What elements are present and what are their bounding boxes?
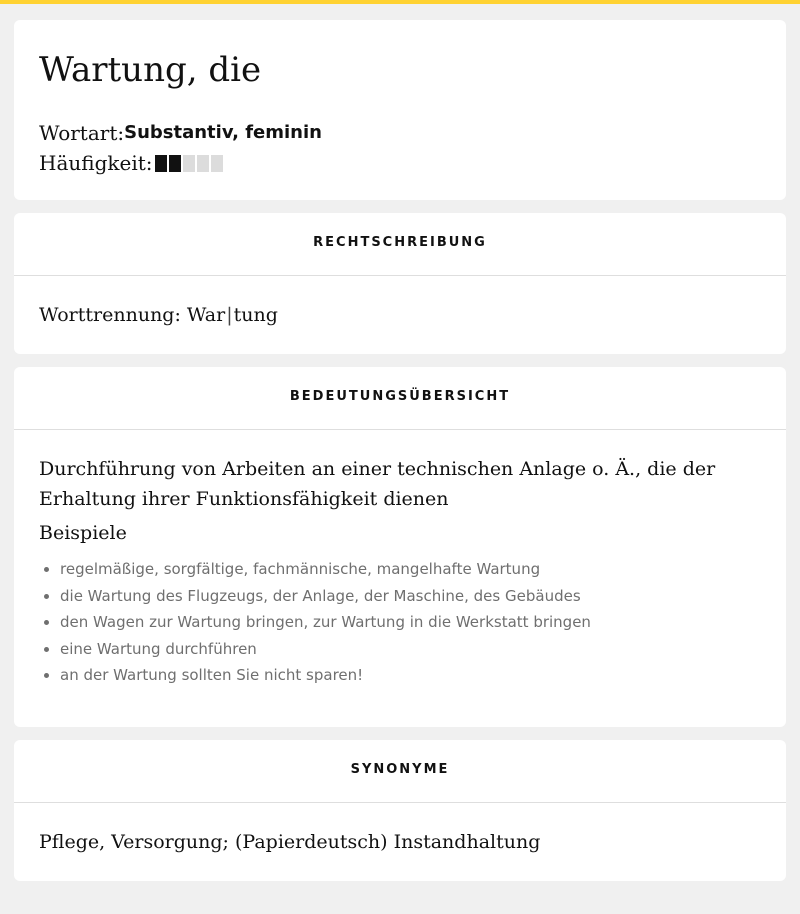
rechtschreibung-body xyxy=(14,276,786,354)
bedeutung-body xyxy=(14,430,786,727)
examples-list xyxy=(39,556,761,689)
bedeutung-section xyxy=(14,367,786,727)
worttrennung-label: Worttrennung: xyxy=(39,304,181,326)
syllable-1: War xyxy=(186,304,226,326)
wortart-row xyxy=(39,118,761,148)
rechtschreibung-title: RECHTSCHREIBUNG xyxy=(14,213,786,276)
frequency-segment xyxy=(197,155,209,172)
frequency-segment xyxy=(155,155,167,172)
synonyme-section xyxy=(14,740,786,881)
frequency-segment xyxy=(211,155,223,172)
frequency-indicator xyxy=(155,155,223,172)
syllable-2: tung xyxy=(233,304,278,326)
wortart-label: Wortart: xyxy=(39,121,125,145)
haeufigkeit-label: Häufigkeit: xyxy=(39,151,153,175)
meaning-text: Durchführung von Arbeiten an einer technischen Anlage o. Ä., die der Erhaltung ihrer Funktionsfähigkeit dienen xyxy=(39,458,716,510)
example-item: • eine Wartung durchführen xyxy=(60,636,761,663)
frequency-segment xyxy=(169,155,181,172)
synonyme-title: SYNONYME xyxy=(14,740,786,803)
synonyme-text: Pflege, Versorgung; (Papierdeutsch) Instandhaltung xyxy=(39,830,541,853)
frequency-segment xyxy=(183,155,195,172)
example-item: • den Wagen zur Wartung bringen, zur Wartung in die Werkstatt bringen xyxy=(60,609,761,636)
example-item: • an der Wartung sollten Sie nicht sparen! xyxy=(60,662,761,689)
syllable-separator: | xyxy=(226,304,233,326)
haeufigkeit-row xyxy=(39,148,761,178)
synonyme-body xyxy=(14,803,786,881)
entry-header-card xyxy=(14,20,786,200)
example-item: • regelmäßige, sorgfältige, fachmännische, mangelhafte Wartung xyxy=(60,556,761,583)
lemma-title: Wartung, die xyxy=(39,50,262,90)
rechtschreibung-section xyxy=(14,213,786,354)
wortart-value: Substantiv, feminin xyxy=(124,122,322,143)
example-item: • die Wartung des Flugzeugs, der Anlage, der Maschine, des Gebäudes xyxy=(60,583,761,610)
examples-title: Beispiele xyxy=(39,522,127,544)
bedeutung-title: BEDEUTUNGSÜBERSICHT xyxy=(14,367,786,430)
